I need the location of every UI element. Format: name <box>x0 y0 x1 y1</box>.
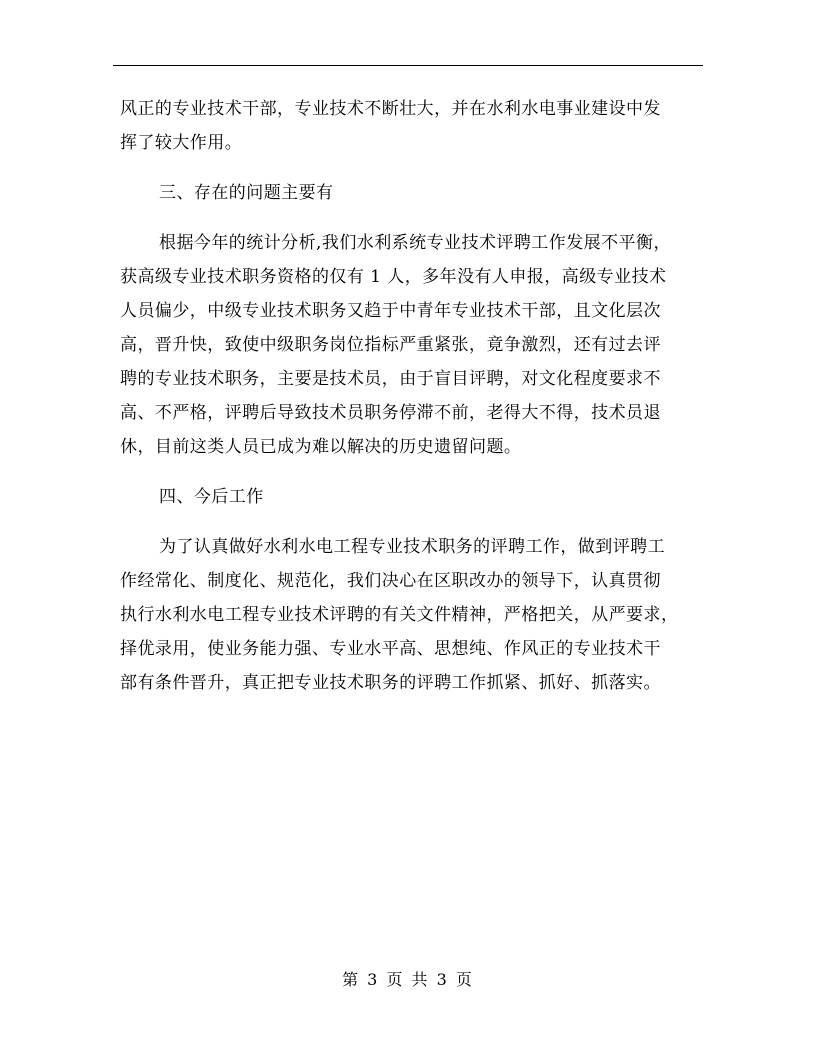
header-rule <box>113 65 703 66</box>
text-line: 作经常化、制度化、规范化，我们决心在区职改办的领导下，认真贯彻 <box>120 571 661 591</box>
document-body <box>120 92 710 700</box>
text-line: 为了认真做好水利水电工程专业技术职务的评聘工作，做到评聘工 <box>159 537 666 557</box>
section-heading-problems <box>120 176 710 210</box>
text-line: 择优录用，使业务能力强、专业水平高、思想纯、作风正的专业技术干 <box>120 639 661 659</box>
text-line: 风正的专业技术干部，专业技术不断壮大，并在水利水电事业建设中发 <box>120 99 661 119</box>
text-line: 获高级专业技术职务资格的仅有 1 人，多年没有人申报，高级专业技术 <box>120 267 667 287</box>
page-number-footer: 第 3 页 共 3 页 <box>342 970 474 989</box>
text-line: 聘的专业技术职务，主要是技术员，由于盲目评聘，对文化程度要求不 <box>120 369 661 389</box>
paragraph-future-work <box>120 530 710 700</box>
paragraph-continuation <box>120 92 710 160</box>
text-line: 高、不严格，评聘后导致技术员职务停滞不前，老得大不得，技术员退 <box>120 403 661 423</box>
text-line: 人员偏少，中级专业技术职务又趋于中青年专业技术干部，且文化层次 <box>120 301 661 321</box>
text-line: 高，晋升快，致使中级职务岗位指标严重紧张，竟争激烈，还有过去评 <box>120 335 661 355</box>
text-line: 执行水利水电工程专业技术评聘的有关文件精神，严格把关，从严要求， <box>120 605 679 625</box>
text-line: 挥了较大作用。 <box>120 133 243 153</box>
section-heading-future-work <box>120 480 710 514</box>
text-line: 部有条件晋升，真正把专业技术职务的评聘工作抓紧、抓好、抓落实。 <box>120 673 661 693</box>
text-line: 四、今后工作 <box>159 487 264 507</box>
paragraph-problems <box>120 226 710 464</box>
text-line: 根据今年的统计分析,我们水利系统专业技术评聘工作发展不平衡， <box>159 233 671 253</box>
text-line: 三、存在的问题主要有 <box>159 183 334 203</box>
text-line: 休，目前这类人员已成为难以解决的历史遗留问题。 <box>120 437 522 457</box>
